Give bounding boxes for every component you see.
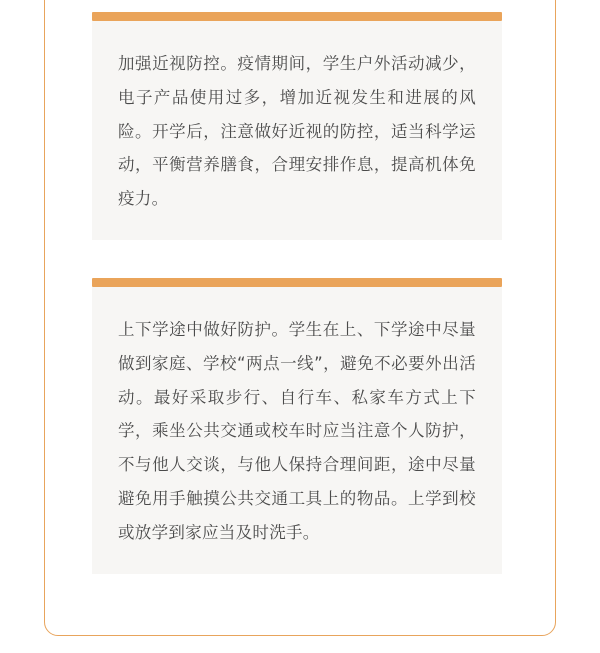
card-accent-bar	[92, 12, 502, 21]
card-paragraph: 加强近视防控。疫情期间，学生户外活动减少，电子产品使用过多，增加近视发生和进展的风险。开学后，注意做好近视的防控，适当科学运动，平衡营养膳食，合理安排作息，提高机体免疫力。	[118, 54, 476, 209]
card-body	[92, 287, 502, 574]
content-card-commute-protection	[92, 278, 502, 574]
page-bottom-mask	[0, 639, 600, 653]
card-accent-bar	[92, 278, 502, 287]
card-paragraph: 上下学途中做好防护。学生在上、下学途中尽量做到家庭、学校“两点一线”，避免不必要外出活动。最好采取步行、自行车、私家车方式上下学，乘坐公共交通或校车时应当注意个人防护，不与他人交谈，与他人保持合理间距，途中尽量避免用手触摸公共交通工具上的物品。上学到校或放学到家应当及时洗手。	[118, 320, 476, 542]
content-card-myopia-prevention	[92, 12, 502, 240]
card-body	[92, 21, 502, 240]
